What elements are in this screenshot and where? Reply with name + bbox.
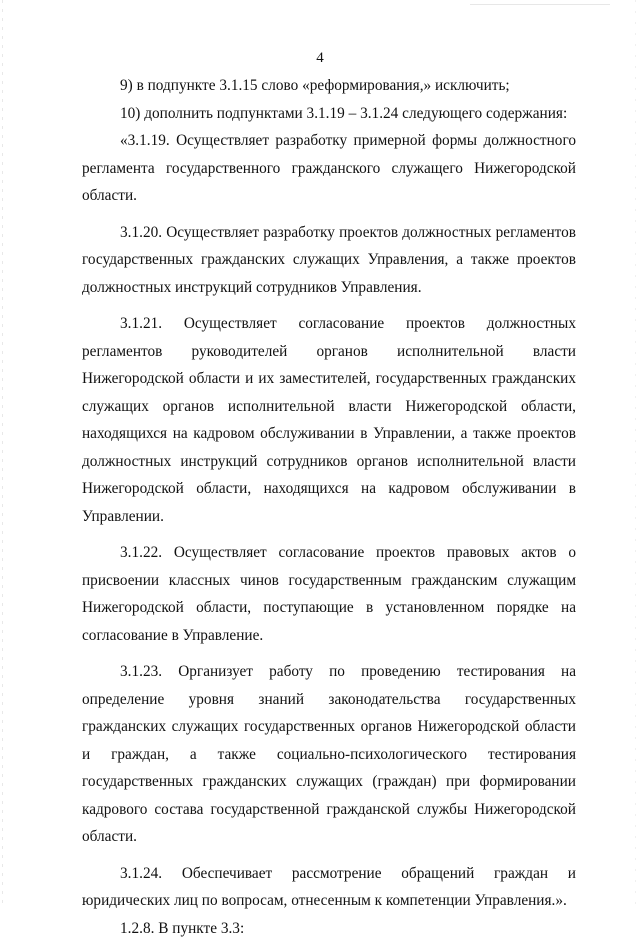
document-body — [82, 72, 576, 942]
paragraph-3-1-22: 3.1.22. Осуществляет согласование проектов правовых актов о присвоении классных чинов государственным гражданским служащим Нижегородской области, поступающие в установленном порядке на согласование в Управление. — [82, 539, 576, 649]
paragraph-3-1-21: 3.1.21. Осуществляет согласование проектов должностных регламентов руководителей органов исполнительной власти Нижегородской области и их заместителей, государственных гражданских служащих органов исполнительной власти Нижегородской области, находящихся на кадровом обслуживании в Управлении, а также проектов должностных инструкций сотрудников органов исполнительной власти Нижегородской области, находящихся на кадровом обслуживании в Управлении. — [82, 310, 576, 530]
paragraph-3-1-19: «3.1.19. Осуществляет разработку примерной формы должностного регламента государственного гражданского служащего Нижегородской области. — [82, 127, 576, 210]
paragraph-item-10: 10) дополнить подпунктами 3.1.19 – 3.1.24 следующего содержания: — [82, 100, 576, 128]
scan-mark-right — [635, 0, 636, 905]
paragraph-3-1-23: 3.1.23. Организует работу по проведению тестирования на определение уровня знаний законодательства государственных гражданских служащих государственных органов Нижегородской области и граждан, а также социально-психологического тестирования государственных гражданских служащих (граждан) при формировании кадрового состава государственной гражданской службы Нижегородской области. — [82, 658, 576, 851]
scan-mark-top — [470, 4, 610, 5]
scan-mark-left — [2, 0, 3, 905]
paragraph-1-2-8: 1.2.8. В пункте 3.3: — [82, 915, 576, 942]
paragraph-3-1-20: 3.1.20. Осуществляет разработку проектов должностных регламентов государственных гражданских служащих Управления, а также проектов должностных инструкций сотрудников Управления. — [82, 219, 576, 302]
paragraph-item-9: 9) в подпункте 3.1.15 слово «реформирования,» исключить; — [82, 72, 576, 100]
page-number: 4 — [0, 50, 640, 67]
paragraph-3-1-24: 3.1.24. Обеспечивает рассмотрение обращений граждан и юридических лиц по вопросам, отнесенным к компетенции Управления.». — [82, 860, 576, 915]
